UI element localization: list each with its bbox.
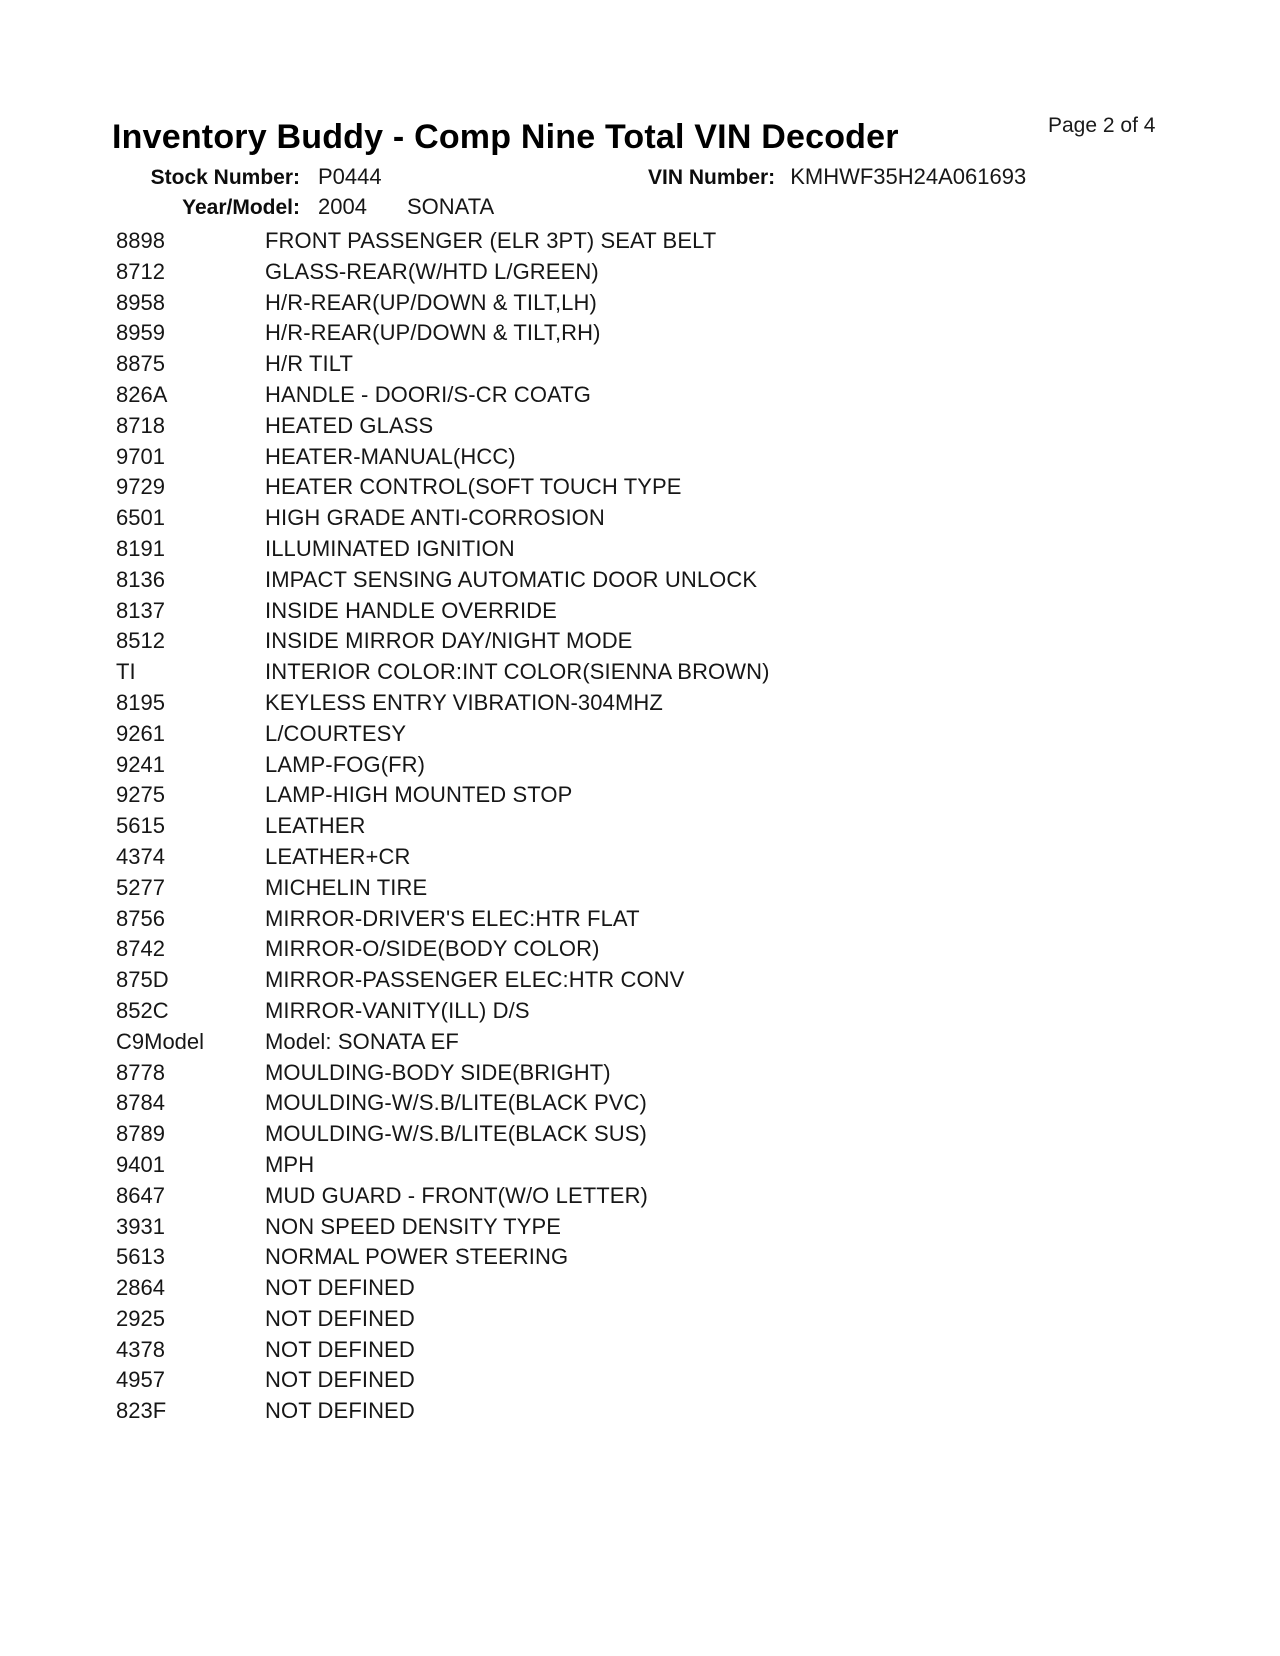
option-code: 9729 [116,474,165,500]
option-code: 2925 [116,1305,165,1331]
option-code: 9401 [116,1151,165,1177]
stock-number-label: Stock Number: [150,166,300,189]
option-description: KEYLESS ENTRY VIBRATION-304MHZ [265,689,663,715]
option-code: 8512 [116,628,165,654]
table-row [116,1058,1216,1089]
table-row [116,688,1216,719]
option-description: LEATHER+CR [265,843,411,869]
year-model-line [0,196,1280,220]
option-code: 4378 [116,1336,165,1362]
table-row [116,1119,1216,1150]
option-description: L/COURTESY [265,720,407,746]
option-code: 8875 [116,351,165,377]
option-code: 8742 [116,936,165,962]
option-code: 8712 [116,258,165,284]
vin-number-value: KMHWF35H24A061693 [790,164,1027,189]
options-list [116,226,1216,1427]
page-title: Inventory Buddy - Comp Nine Total VIN Decoder [112,118,899,156]
option-description: MICHELIN TIRE [265,874,428,900]
option-description: HEATED GLASS [265,412,434,438]
option-code: 8958 [116,289,165,315]
option-code: 8647 [116,1182,165,1208]
option-code: 5277 [116,874,165,900]
stock-vin-line [0,166,1280,190]
table-row [116,1365,1216,1396]
vin-group [648,166,1026,191]
option-description: MPH [265,1151,315,1177]
table-row [116,1088,1216,1119]
option-code: 826A [116,381,168,407]
table-row [116,1273,1216,1304]
table-row [116,565,1216,596]
table-row [116,965,1216,996]
table-row [116,288,1216,319]
option-code: 2864 [116,1275,165,1301]
table-row [116,380,1216,411]
option-code: 4957 [116,1367,165,1393]
table-row [116,1304,1216,1335]
table-row [116,596,1216,627]
table-row [116,1242,1216,1273]
option-description: ILLUMINATED IGNITION [265,535,515,561]
option-description: MOULDING-BODY SIDE(BRIGHT) [265,1059,611,1085]
option-description: MUD GUARD - FRONT(W/O LETTER) [265,1182,648,1208]
option-code: 8789 [116,1121,165,1147]
option-description: LAMP-HIGH MOUNTED STOP [265,782,573,808]
table-row [116,503,1216,534]
option-code: 852C [116,997,169,1023]
year-model-label: Year/Model: [182,196,300,219]
table-row [116,1181,1216,1212]
table-row [116,534,1216,565]
option-code: 9701 [116,443,165,469]
option-code: 875D [116,967,169,993]
option-code: 5615 [116,813,165,839]
table-row [116,873,1216,904]
option-description: MIRROR-PASSENGER ELEC:HTR CONV [265,967,685,993]
option-code: 8191 [116,535,165,561]
table-row [116,719,1216,750]
option-code: 823F [116,1398,167,1424]
option-description: H/R-REAR(UP/DOWN & TILT,LH) [265,289,597,315]
option-description: LEATHER [265,813,366,839]
option-description: INSIDE MIRROR DAY/NIGHT MODE [265,628,633,654]
table-row [116,750,1216,781]
option-code: TI [116,659,136,685]
option-description: INSIDE HANDLE OVERRIDE [265,597,557,623]
option-description: HEATER-MANUAL(HCC) [265,443,516,469]
table-row [116,1396,1216,1427]
option-code: 8756 [116,905,165,931]
option-description: INTERIOR COLOR:INT COLOR(SIENNA BROWN) [265,659,770,685]
table-row [116,226,1216,257]
option-description: LAMP-FOG(FR) [265,751,426,777]
option-code: C9Model [116,1028,205,1054]
table-row [116,904,1216,935]
option-code: 8718 [116,412,165,438]
option-description: NOT DEFINED [265,1305,415,1331]
option-code: 8136 [116,566,165,592]
option-description: H/R-REAR(UP/DOWN & TILT,RH) [265,320,601,346]
option-description: NON SPEED DENSITY TYPE [265,1213,562,1239]
option-code: 8137 [116,597,165,623]
option-description: NOT DEFINED [265,1398,415,1424]
model-value: SONATA [407,194,495,219]
table-row [116,442,1216,473]
option-code: 3931 [116,1213,165,1239]
table-row [116,626,1216,657]
year-value: 2004 [318,194,367,219]
option-code: 8778 [116,1059,165,1085]
option-description: MIRROR-VANITY(ILL) D/S [265,997,530,1023]
option-description: MIRROR-DRIVER'S ELEC:HTR FLAT [265,905,640,931]
table-row [116,780,1216,811]
option-description: IMPACT SENSING AUTOMATIC DOOR UNLOCK [265,566,758,592]
table-row [116,811,1216,842]
table-row [116,472,1216,503]
option-code: 9261 [116,720,165,746]
option-description: FRONT PASSENGER (ELR 3PT) SEAT BELT [265,228,717,253]
option-description: MOULDING-W/S.B/LITE(BLACK PVC) [265,1090,647,1116]
table-row [116,842,1216,873]
table-row [116,257,1216,288]
table-row [116,349,1216,380]
page-number-indicator: Page 2 of 4 [1048,114,1156,137]
stock-number-value: P0444 [318,164,382,189]
option-code: 8898 [116,228,165,253]
option-description: Model: SONATA EF [265,1028,459,1054]
table-row [116,1335,1216,1366]
option-description: NOT DEFINED [265,1275,415,1301]
option-description: GLASS-REAR(W/HTD L/GREEN) [265,258,599,284]
vin-number-label: VIN Number: [648,166,776,189]
table-row [116,411,1216,442]
option-code: 6501 [116,505,165,531]
table-row [116,1212,1216,1243]
option-description: HEATER CONTROL(SOFT TOUCH TYPE [265,474,682,500]
option-description: NORMAL POWER STEERING [265,1244,569,1270]
option-code: 9275 [116,782,165,808]
option-description: MIRROR-O/SIDE(BODY COLOR) [265,936,600,962]
option-code: 8195 [116,689,165,715]
option-description: H/R TILT [265,351,353,377]
option-description: NOT DEFINED [265,1336,415,1362]
option-code: 4374 [116,843,165,869]
table-row [116,934,1216,965]
option-description: MOULDING-W/S.B/LITE(BLACK SUS) [265,1121,647,1147]
table-row [116,657,1216,688]
option-code: 5613 [116,1244,165,1270]
option-code: 8959 [116,320,165,346]
table-row [116,1027,1216,1058]
option-code: 9241 [116,751,165,777]
option-code: 8784 [116,1090,165,1116]
table-row [116,996,1216,1027]
option-description: HANDLE - DOORI/S-CR COATG [265,381,592,407]
table-row [116,318,1216,349]
option-description: HIGH GRADE ANTI-CORROSION [265,505,605,531]
option-description: NOT DEFINED [265,1367,415,1393]
table-row [116,1150,1216,1181]
